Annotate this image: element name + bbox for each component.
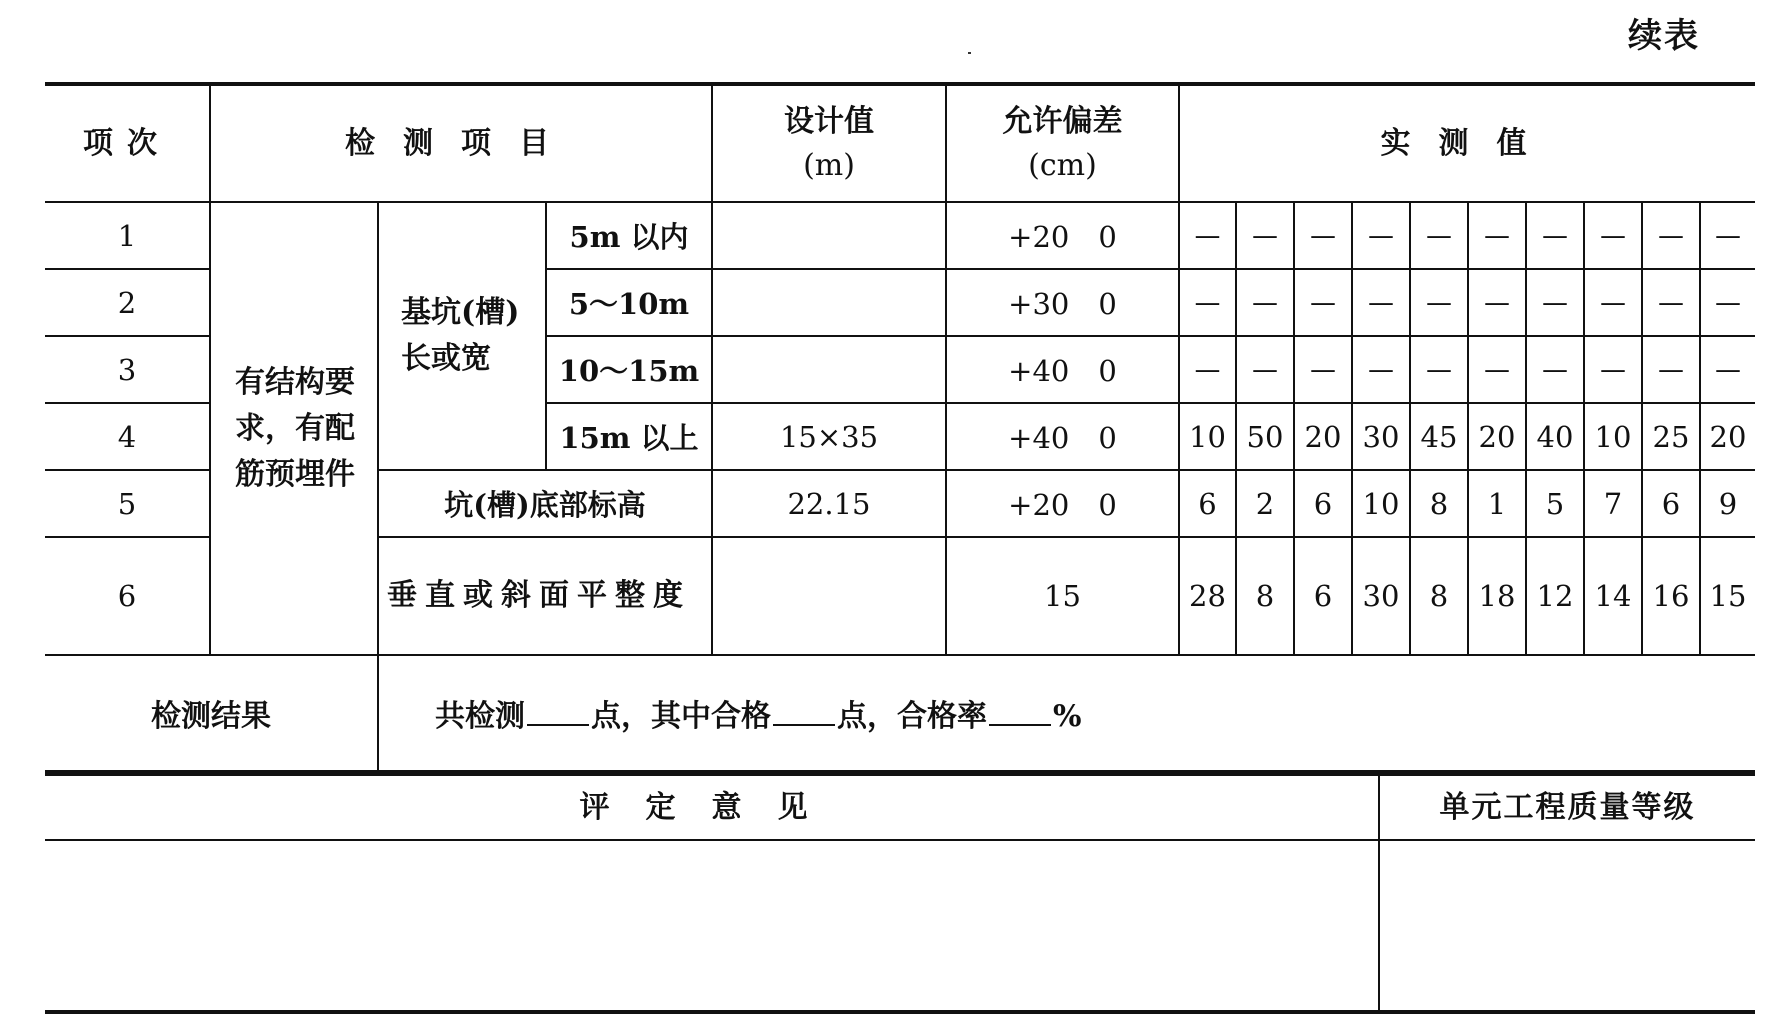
measured-cell: — bbox=[1642, 336, 1700, 403]
measured-cell: — bbox=[1410, 269, 1468, 336]
design-value bbox=[712, 269, 946, 336]
result-text-c: 点，合格率 bbox=[837, 699, 987, 734]
measured-cell: 10 bbox=[1352, 470, 1410, 537]
measured-cell: — bbox=[1468, 336, 1526, 403]
measured-cell: — bbox=[1179, 269, 1236, 336]
measured-cell: — bbox=[1700, 202, 1755, 269]
evaluation-opinion-header: 评定意见 bbox=[45, 774, 1379, 840]
measured-cell: 8 bbox=[1236, 537, 1294, 655]
quality-grade-field[interactable] bbox=[1379, 840, 1755, 1012]
measured-cell: — bbox=[1526, 269, 1584, 336]
measured-cell: 1 bbox=[1468, 470, 1526, 537]
measured-cell: — bbox=[1642, 269, 1700, 336]
measured-cell: 20 bbox=[1700, 403, 1755, 470]
measured-cell: 50 bbox=[1236, 403, 1294, 470]
measured-cell: — bbox=[1179, 202, 1236, 269]
measured-cell: 18 bbox=[1468, 537, 1526, 655]
tolerance-value: +40 0 bbox=[946, 403, 1179, 470]
measured-cell: 14 bbox=[1584, 537, 1642, 655]
header-item-no: 项次 bbox=[45, 84, 210, 202]
measured-cell: 10 bbox=[1179, 403, 1236, 470]
tolerance-value: +40 0 bbox=[946, 336, 1179, 403]
inspection-table bbox=[45, 82, 1755, 772]
quality-grade-header: 单元工程质量等级 bbox=[1379, 774, 1755, 840]
measured-cell: 28 bbox=[1179, 537, 1236, 655]
measured-cell: — bbox=[1526, 202, 1584, 269]
tolerance-value: 15 bbox=[946, 537, 1179, 655]
measured-cell: — bbox=[1584, 269, 1642, 336]
measured-cell: — bbox=[1294, 269, 1352, 336]
row-number: 5 bbox=[45, 470, 210, 537]
group-label: 有结构要求，有配筋预埋件 bbox=[210, 202, 378, 655]
row-number: 3 bbox=[45, 336, 210, 403]
design-value: 22.15 bbox=[712, 470, 946, 537]
scan-speck bbox=[968, 52, 971, 54]
measured-cell: 6 bbox=[1294, 537, 1352, 655]
design-value: 15×35 bbox=[712, 403, 946, 470]
tolerance-value: +30 0 bbox=[946, 269, 1179, 336]
header-design-unit: (m) bbox=[803, 147, 855, 183]
measured-cell: 10 bbox=[1584, 403, 1642, 470]
inspection-form bbox=[45, 82, 1755, 1014]
measured-cell: 8 bbox=[1410, 537, 1468, 655]
measured-cell: — bbox=[1236, 269, 1294, 336]
measured-cell: — bbox=[1642, 202, 1700, 269]
result-text-d: % bbox=[1053, 699, 1082, 734]
measured-cell: — bbox=[1526, 336, 1584, 403]
row-number: 2 bbox=[45, 269, 210, 336]
header-design-value bbox=[712, 84, 946, 202]
measured-cell: 6 bbox=[1294, 470, 1352, 537]
measured-cell: — bbox=[1352, 269, 1410, 336]
measured-cell: — bbox=[1468, 269, 1526, 336]
design-value bbox=[712, 537, 946, 655]
header-tolerance-label: 允许偏差 bbox=[1002, 103, 1123, 139]
measured-cell: 16 bbox=[1642, 537, 1700, 655]
row-number: 4 bbox=[45, 403, 210, 470]
measured-cell: — bbox=[1410, 336, 1468, 403]
design-value bbox=[712, 336, 946, 403]
measured-cell: 6 bbox=[1179, 470, 1236, 537]
measured-cell: 30 bbox=[1352, 537, 1410, 655]
measured-cell: 45 bbox=[1410, 403, 1468, 470]
range-label: 10～15m bbox=[546, 336, 712, 403]
measured-cell: — bbox=[1468, 202, 1526, 269]
evaluation-header-row bbox=[45, 774, 1755, 840]
measured-cell: — bbox=[1410, 202, 1468, 269]
measured-cell: — bbox=[1179, 336, 1236, 403]
measured-cell: — bbox=[1236, 202, 1294, 269]
measured-cell: 20 bbox=[1468, 403, 1526, 470]
measured-cell: 6 bbox=[1642, 470, 1700, 537]
measured-cell: — bbox=[1236, 336, 1294, 403]
range-label: 5m 以内 bbox=[546, 202, 712, 269]
measured-cell: 25 bbox=[1642, 403, 1700, 470]
result-row bbox=[45, 655, 1755, 771]
measured-cell: — bbox=[1700, 336, 1755, 403]
row-number: 1 bbox=[45, 202, 210, 269]
measured-cell: 9 bbox=[1700, 470, 1755, 537]
measured-cell: — bbox=[1294, 202, 1352, 269]
header-row bbox=[45, 84, 1755, 202]
measured-cell: — bbox=[1584, 202, 1642, 269]
measured-cell: — bbox=[1584, 336, 1642, 403]
result-label: 检测结果 bbox=[45, 655, 378, 771]
measured-cell: — bbox=[1352, 202, 1410, 269]
header-item: 检测项目 bbox=[210, 84, 712, 202]
evaluation-opinion-field[interactable] bbox=[45, 840, 1379, 1012]
measured-cell: 15 bbox=[1700, 537, 1755, 655]
row-number: 6 bbox=[45, 537, 210, 655]
pass-rate-blank[interactable] bbox=[989, 723, 1051, 726]
evaluation-table bbox=[45, 772, 1755, 1014]
header-design-label: 设计值 bbox=[784, 103, 874, 139]
subgroup-label: 基坑(槽)长或宽 bbox=[378, 202, 546, 470]
measured-cell: 40 bbox=[1526, 403, 1584, 470]
measured-cell: 2 bbox=[1236, 470, 1294, 537]
tolerance-value: +20 0 bbox=[946, 470, 1179, 537]
design-value bbox=[712, 202, 946, 269]
header-tolerance-unit: (cm) bbox=[1028, 147, 1097, 183]
result-text bbox=[378, 655, 1755, 771]
measured-cell: — bbox=[1294, 336, 1352, 403]
item-label: 垂直或斜面平整度 bbox=[378, 537, 712, 655]
measured-cell: 7 bbox=[1584, 470, 1642, 537]
header-measured: 实测值 bbox=[1179, 84, 1755, 202]
range-label: 5～10m bbox=[546, 269, 712, 336]
measured-cell: 30 bbox=[1352, 403, 1410, 470]
range-label: 15m 以上 bbox=[546, 403, 712, 470]
tolerance-value: +20 0 bbox=[946, 202, 1179, 269]
table-row bbox=[45, 202, 1755, 269]
measured-cell: 20 bbox=[1294, 403, 1352, 470]
measured-cell: — bbox=[1700, 269, 1755, 336]
result-text-b: 点，其中合格 bbox=[591, 699, 771, 734]
evaluation-body-row bbox=[45, 840, 1755, 1012]
measured-cell: 8 bbox=[1410, 470, 1468, 537]
page-title: 续表 bbox=[1628, 16, 1700, 56]
qualified-points-blank[interactable] bbox=[773, 723, 835, 726]
total-points-blank[interactable] bbox=[527, 723, 589, 726]
measured-cell: 12 bbox=[1526, 537, 1584, 655]
measured-cell: — bbox=[1352, 336, 1410, 403]
item-label: 坑(槽)底部标高 bbox=[378, 470, 712, 537]
measured-cell: 5 bbox=[1526, 470, 1584, 537]
header-tolerance bbox=[946, 84, 1179, 202]
result-text-a: 共检测 bbox=[435, 699, 525, 734]
